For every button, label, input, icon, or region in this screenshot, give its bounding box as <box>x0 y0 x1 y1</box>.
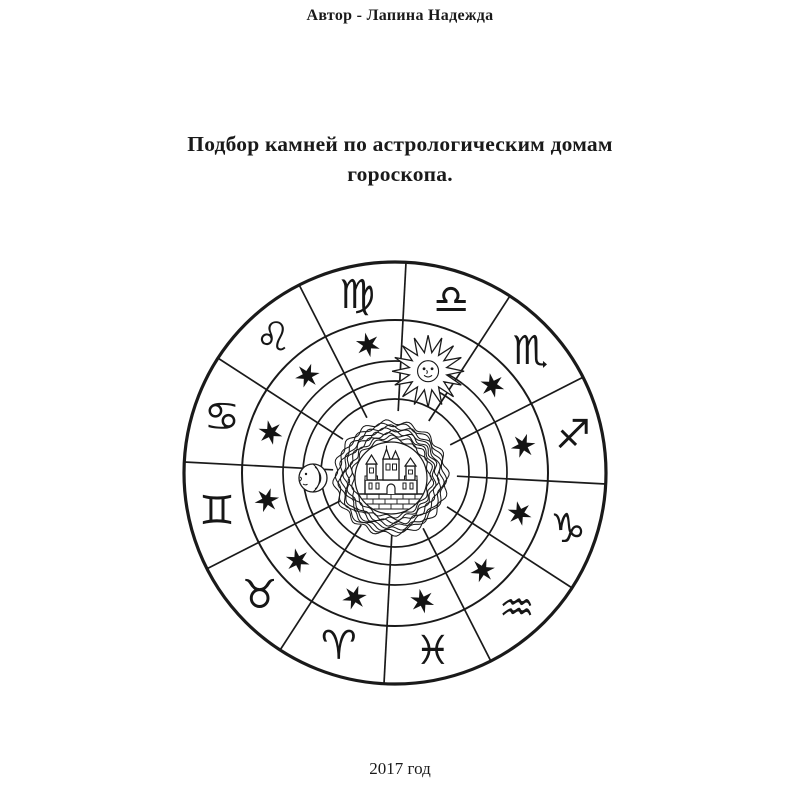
zodiac-libra-icon: ♎ <box>433 276 470 323</box>
moon-disc <box>299 464 327 492</box>
sector-divider <box>398 262 406 411</box>
six-pointed-star-icon <box>470 559 495 583</box>
title-line-2: гороскопа. <box>347 162 453 186</box>
radiant-sun-face-icon <box>392 335 464 407</box>
six-pointed-star-icon <box>295 364 320 388</box>
sun-eye-right <box>431 367 434 370</box>
zodiac-virgo-icon: ♍ <box>339 272 376 318</box>
title-line-1: Подбор камней по астрологическим домам <box>187 132 613 156</box>
left-tower <box>367 464 376 480</box>
six-pointed-star-icon <box>259 420 283 444</box>
six-pointed-star-icon <box>410 589 434 614</box>
right-tower <box>406 466 415 480</box>
crescent-moon-face-icon <box>299 464 327 492</box>
zodiac-gemini-icon: ♊ <box>199 487 235 534</box>
zodiac-cancer-icon: ♋ <box>203 393 240 440</box>
page-title <box>0 129 800 189</box>
zodiac-taurus-icon: ♉ <box>241 571 278 618</box>
six-pointed-star-icon <box>255 488 280 512</box>
zodiac-leo-icon: ♌ <box>255 314 292 361</box>
zodiac-wheel-illustration <box>175 253 615 693</box>
zodiac-capricorn-icon: ♑ <box>550 506 587 553</box>
year-line: 2017 год <box>369 759 431 778</box>
center-scene <box>333 420 449 536</box>
sun-rays <box>392 335 464 407</box>
city-gate <box>387 484 395 494</box>
sun-eye-left <box>423 367 426 370</box>
zodiac-aries-icon: ♈ <box>320 623 357 670</box>
zodiac-sagittarius-icon: ♐ <box>555 412 591 459</box>
sector-divider <box>384 535 392 684</box>
six-pointed-star-icon <box>481 373 505 398</box>
sector-divider <box>457 476 606 484</box>
six-pointed-star-icon <box>508 501 532 525</box>
six-pointed-star-icon <box>342 586 366 610</box>
author-line: Автор - Лапина Надежда <box>306 7 494 24</box>
zodiac-wheel-svg <box>175 253 615 693</box>
zodiac-scorpio-icon: ♏ <box>512 328 549 375</box>
six-pointed-star-icon <box>286 548 310 573</box>
zodiac-pisces-icon: ♓ <box>414 628 451 674</box>
zodiac-aquarius-icon: ♒ <box>498 585 535 632</box>
moon-eye <box>305 473 307 475</box>
six-pointed-star-icon <box>356 333 380 358</box>
six-pointed-star-icon <box>511 434 536 458</box>
